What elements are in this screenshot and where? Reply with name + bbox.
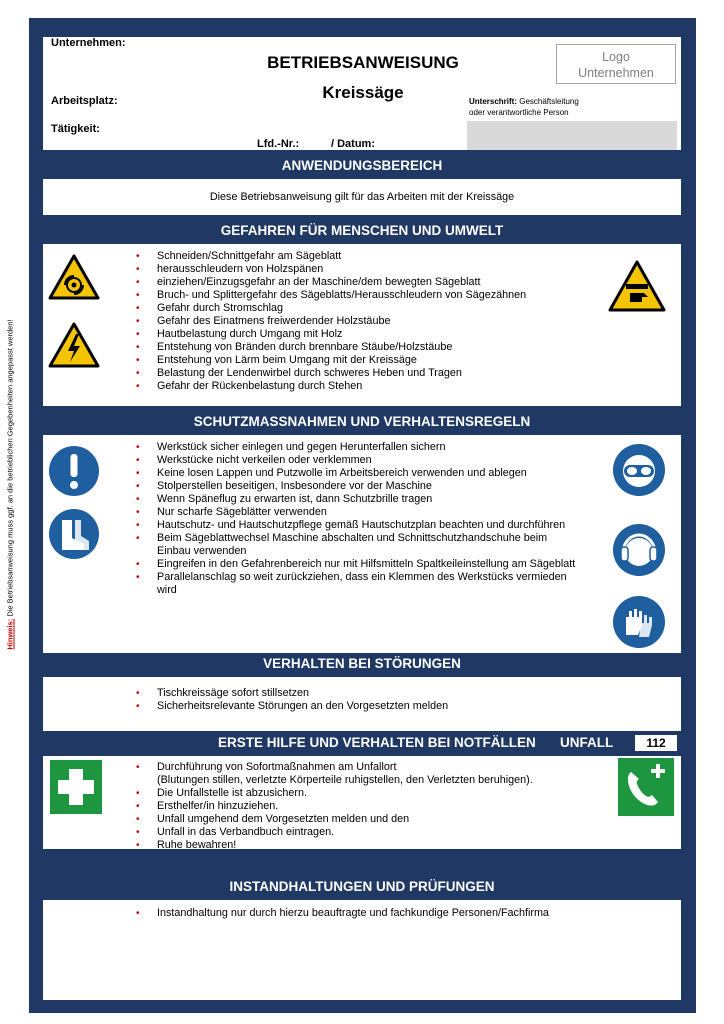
list-item: • Bruch- und Splittergefahr des Sägeblatts/Herausschleudern von Sägezähnen: [136, 289, 576, 302]
list-item: • Ersthelfer/in hinzuziehen.: [136, 800, 616, 813]
list-item: • Sicherheitsrelevante Störungen an den Vorgesetzten melden: [136, 700, 586, 713]
first-aid-body: [43, 756, 681, 849]
first-aid-title: ERSTE HILFE UND VERHALTEN BEI NOTFÄLLEN: [218, 735, 536, 750]
list-item: • Beim Sägeblattwechsel Maschine abschalten und Schnittschutzhandschuhe beim Einbau verwenden: [136, 532, 579, 558]
hand-crush-warning-icon: [608, 260, 666, 312]
signature-field[interactable]: [467, 121, 677, 150]
list-item: • Parallelanschlag so weit zurückziehen, dass ein Klemmen des Werkstücks vermieden wird: [136, 571, 579, 597]
first-aid-item-1: Durchführung von Sofortmaßnahmen am Unfallort: [157, 761, 397, 773]
side-note: [0, 0, 28, 1024]
list-item: • einziehen/Einzugsgefahr an der Maschine/dem bewegten Sägeblatt: [136, 276, 576, 289]
list-item: • Wenn Späneflug zu erwarten ist, dann Schutzbrille tragen: [136, 493, 579, 506]
malfunction-list: [136, 687, 586, 713]
first-aid-icon: [50, 760, 102, 814]
list-item: • Keine losen Lappen und Putzwolle im Arbeitsbereich verwenden und ablegen: [136, 467, 579, 480]
accident-label: UNFALL: [560, 735, 614, 750]
document-frame: [29, 18, 696, 1013]
section-header-maintenance: INSTANDHALTUNGEN UND PRÜFUNGEN: [43, 876, 681, 898]
list-item: • Hautschutz- und Hautschutzpflege gemäß Hautschutzplan beachten und durchführen: [136, 519, 579, 532]
general-mandatory-icon: [48, 445, 100, 497]
hazards-list: [136, 250, 576, 393]
gloves-icon: [612, 595, 666, 649]
list-item: • Werkstücke nicht verkeilen oder verklemmen: [136, 454, 579, 467]
logo-line-1: Logo: [602, 50, 630, 64]
list-item: • Nur scharfe Sägeblätter verwenden: [136, 506, 579, 519]
emergency-phone-icon: [618, 758, 674, 816]
list-item: • Gefahr durch Stromschlag: [136, 302, 576, 315]
list-item: • Entstehung von Bränden durch brennbare Stäube/Holzstäube: [136, 341, 576, 354]
number-label: Lfd.-Nr.:: [257, 138, 300, 150]
activity-label: Tätigkeit:: [51, 123, 100, 135]
goggles-icon: [612, 443, 666, 497]
maintenance-list: [136, 907, 656, 920]
signature-text: Geschäftsleitung: [517, 97, 579, 106]
company-label: Unternehmen:: [51, 37, 126, 49]
document-header: [43, 37, 681, 150]
side-note-text: Die Betriebsanweisung muss ggf. an die betrieblichen Gegebenheiten angepasst werden!: [5, 319, 15, 619]
list-item: • Schneiden/Schnittgefahr am Sägeblatt: [136, 250, 576, 263]
date-label: / Datum:: [331, 138, 375, 150]
page-title: BETRIEBSANWEISUNG: [267, 53, 459, 72]
list-item: • Belastung der Lendenwirbel durch schweres Heben und Tragen: [136, 367, 576, 380]
protection-list: [136, 441, 579, 597]
side-note-label: Hinweis:: [5, 618, 15, 650]
section-header-protection: SCHUTZMASSNAHMEN UND VERHALTENSREGELN: [43, 411, 681, 433]
electric-warning-icon: [48, 322, 100, 368]
list-item: • Tischkreissäge sofort stillsetzen: [136, 687, 586, 700]
list-item: • Die Unfallstelle ist abzusichern.: [136, 787, 616, 800]
list-item: • Hautbelastung durch Umgang mit Holz: [136, 328, 576, 341]
list-item: • Unfall in das Verbandbuch eintragen.: [136, 826, 616, 839]
first-aid-list: [136, 761, 616, 852]
list-item: • Gefahr des Einatmens freiwerdender Holzstäube: [136, 315, 576, 328]
list-item: • herausschleudern von Holzspänen: [136, 263, 576, 276]
ear-protection-icon: [612, 523, 666, 577]
logo-line-2: Unternehmen: [578, 66, 654, 80]
workplace-label: Arbeitsplatz:: [51, 95, 118, 107]
scope-body: [43, 179, 681, 215]
list-item: • Stolperstellen beseitigen, Insbesondere vor der Maschine: [136, 480, 579, 493]
hazards-body: [43, 244, 681, 406]
section-header-first-aid: [43, 732, 681, 754]
maintenance-body: [43, 900, 681, 1000]
emergency-number: 112: [635, 735, 677, 751]
signature-label: Unterschrift:: [469, 97, 518, 106]
first-aid-item-1-continuation: (Blutungen stillen, verletzte Körperteile ruhigstellen, den Verletzten beruhigen).: [157, 774, 533, 786]
list-item: • Eingreifen in den Gefahrenbereich nur mit Hilfsmitteln Spaltkeileinstellung am Sägeblatt: [136, 558, 579, 571]
list-item: • Entstehung von Lärm beim Umgang mit der Kreissäge: [136, 354, 576, 367]
list-item: • Unfall umgehend dem Vorgesetzten melden und den: [136, 813, 616, 826]
list-item: • Ruhe bewahren!: [136, 839, 616, 852]
section-header-scope: ANWENDUNGSBEREICH: [43, 155, 681, 177]
page-subtitle: Kreissäge: [322, 83, 404, 102]
safety-boots-icon: [48, 508, 100, 560]
malfunction-body: [43, 677, 681, 731]
scope-text: Diese Betriebsanweisung gilt für das Arbeiten mit der Kreissäge: [209, 191, 515, 203]
list-item: • Gefahr der Rückenbelastung durch Stehen: [136, 380, 576, 393]
list-item: [136, 761, 616, 787]
signature-note: [469, 96, 579, 118]
section-header-malfunction: VERHALTEN BEI STÖRUNGEN: [43, 653, 681, 675]
section-header-hazards: GEFAHREN FÜR MENSCHEN UND UMWELT: [43, 220, 681, 242]
list-item: • Instandhaltung nur durch hierzu beauftragte und fachkundige Personen/Fachfirma: [136, 907, 656, 920]
list-item: • Werkstück sicher einlegen und gegen Herunterfallen sichern: [136, 441, 579, 454]
protection-body: [43, 435, 681, 657]
company-logo-box: [556, 44, 676, 84]
signature-text-2: oder verantwortliche Person: [469, 108, 569, 117]
entanglement-warning-icon: [48, 254, 100, 300]
